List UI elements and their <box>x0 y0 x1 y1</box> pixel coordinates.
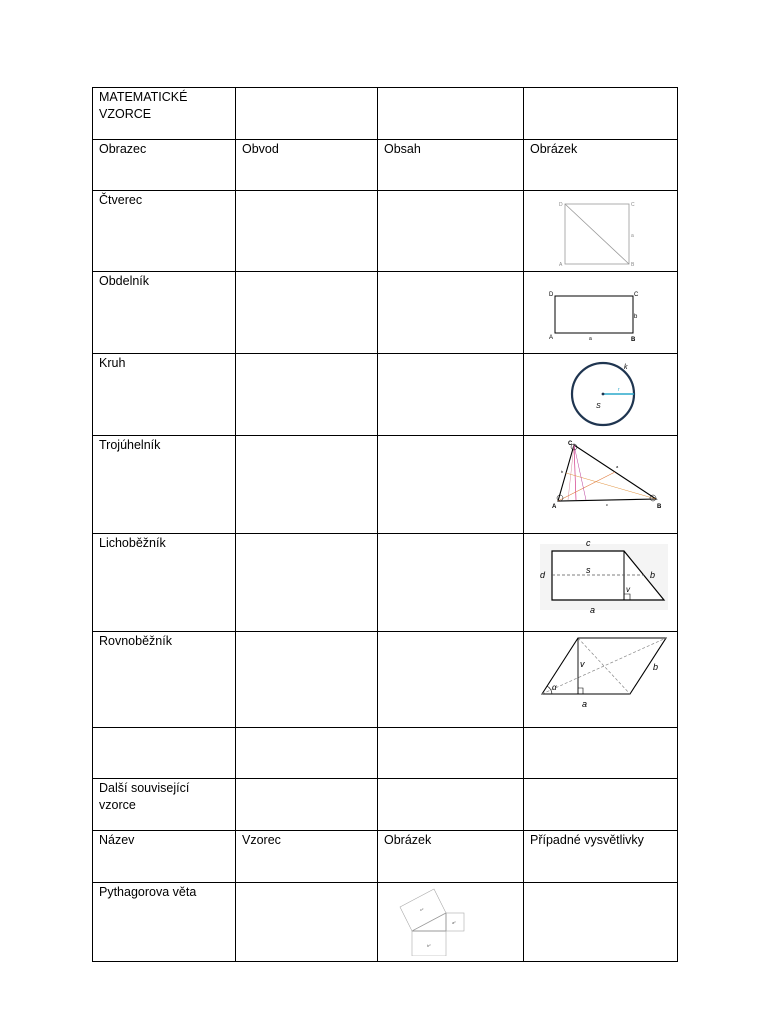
para-label-a: a <box>581 699 587 709</box>
square-side-label: a <box>630 233 634 239</box>
header-formula: Vzorec <box>236 831 378 883</box>
rect-side-a: a <box>588 336 592 342</box>
square-corner-c: C <box>630 202 635 208</box>
trap-label-d: d <box>539 570 545 580</box>
rectangle-figure <box>526 272 676 348</box>
para-label-v: v <box>579 659 584 669</box>
table-row <box>93 272 678 354</box>
rect-corner-c: C <box>633 292 638 298</box>
header-notes: Případné vysvětlivky <box>524 831 678 883</box>
circle-label-k: k <box>623 364 627 371</box>
picture-cell <box>524 534 678 632</box>
trap-label-v: v <box>625 585 630 594</box>
picture-cell <box>524 191 678 272</box>
rect-side-b: b <box>633 314 637 320</box>
header-row <box>93 140 678 191</box>
square-corner-b: B <box>630 262 634 266</box>
shape-name-square: Čtverec <box>93 191 236 272</box>
header-picture: Obrázek <box>524 140 678 191</box>
para-label-b: b <box>652 662 658 672</box>
pyth-label-a2: a² <box>452 920 456 925</box>
perimeter-cell <box>236 272 378 354</box>
shape-name-parallelogram: Rovnoběžník <box>93 632 236 728</box>
header-name: Název <box>93 831 236 883</box>
para-label-alpha: α <box>551 683 557 692</box>
area-cell <box>378 534 524 632</box>
square-corner-d: D <box>558 202 563 208</box>
rect-corner-a: A <box>548 335 553 341</box>
tri-side-c: c <box>605 502 608 507</box>
triangle-figure <box>526 436 676 528</box>
pyth-label-c2: c² <box>420 907 424 912</box>
picture-cell <box>524 436 678 534</box>
table-row <box>93 883 678 962</box>
header-picture: Obrázek <box>378 831 524 883</box>
trap-label-a: a <box>589 605 595 615</box>
tri-vertex-c: C <box>567 441 572 447</box>
picture-cell <box>524 354 678 436</box>
table-row <box>93 191 678 272</box>
area-cell <box>378 632 524 728</box>
area-cell <box>378 272 524 354</box>
square-corner-a: A <box>558 262 562 266</box>
rect-corner-b: B <box>630 337 635 343</box>
perimeter-cell <box>236 436 378 534</box>
table-row <box>93 354 678 436</box>
pythagoras-figure <box>378 883 524 956</box>
rect-corner-d: D <box>548 292 553 298</box>
trap-label-c: c <box>585 538 590 548</box>
title-row <box>93 88 678 140</box>
related-title: Další související vzorce <box>93 779 236 831</box>
perimeter-cell <box>236 354 378 436</box>
formula-cell <box>236 883 378 962</box>
table-row <box>93 632 678 728</box>
tri-side-b: b <box>560 469 563 474</box>
pyth-label-b2: b² <box>427 943 431 948</box>
area-cell <box>378 436 524 534</box>
trap-label-b: b <box>649 570 655 580</box>
tri-vertex-b: B <box>656 504 661 510</box>
picture-cell <box>524 632 678 728</box>
circle-label-r: r <box>617 387 620 393</box>
related-title-row <box>93 779 678 831</box>
picture-cell <box>524 272 678 354</box>
table-title: MATEMATICKÉ VZORCE <box>93 88 236 140</box>
related-header-row <box>93 831 678 883</box>
area-cell <box>378 354 524 436</box>
formulas-table <box>92 87 678 962</box>
table-row <box>93 534 678 632</box>
perimeter-cell <box>236 191 378 272</box>
shape-name-rectangle: Obdelník <box>93 272 236 354</box>
tri-vertex-a: A <box>551 504 556 510</box>
notes-cell <box>524 883 678 962</box>
perimeter-cell <box>236 632 378 728</box>
header-perimeter: Obvod <box>236 140 378 191</box>
square-figure <box>526 191 676 266</box>
circle-label-s: S <box>595 403 601 410</box>
table-row <box>93 436 678 534</box>
tri-side-a: a <box>615 464 618 469</box>
perimeter-cell <box>236 534 378 632</box>
shape-name-circle: Kruh <box>93 354 236 436</box>
header-shape: Obrazec <box>93 140 236 191</box>
trap-label-s: s <box>585 565 590 575</box>
parallelogram-figure <box>526 632 676 722</box>
header-area: Obsah <box>378 140 524 191</box>
picture-cell <box>378 883 524 962</box>
empty-row <box>93 728 678 779</box>
circle-figure <box>526 354 676 430</box>
shape-name-triangle: Trojúhelník <box>93 436 236 534</box>
formula-sheet <box>92 87 677 962</box>
related-name-pythagoras: Pythagorova věta <box>93 883 236 962</box>
area-cell <box>378 191 524 272</box>
trapezoid-figure <box>526 534 676 626</box>
shape-name-trapezoid: Lichoběžník <box>93 534 236 632</box>
